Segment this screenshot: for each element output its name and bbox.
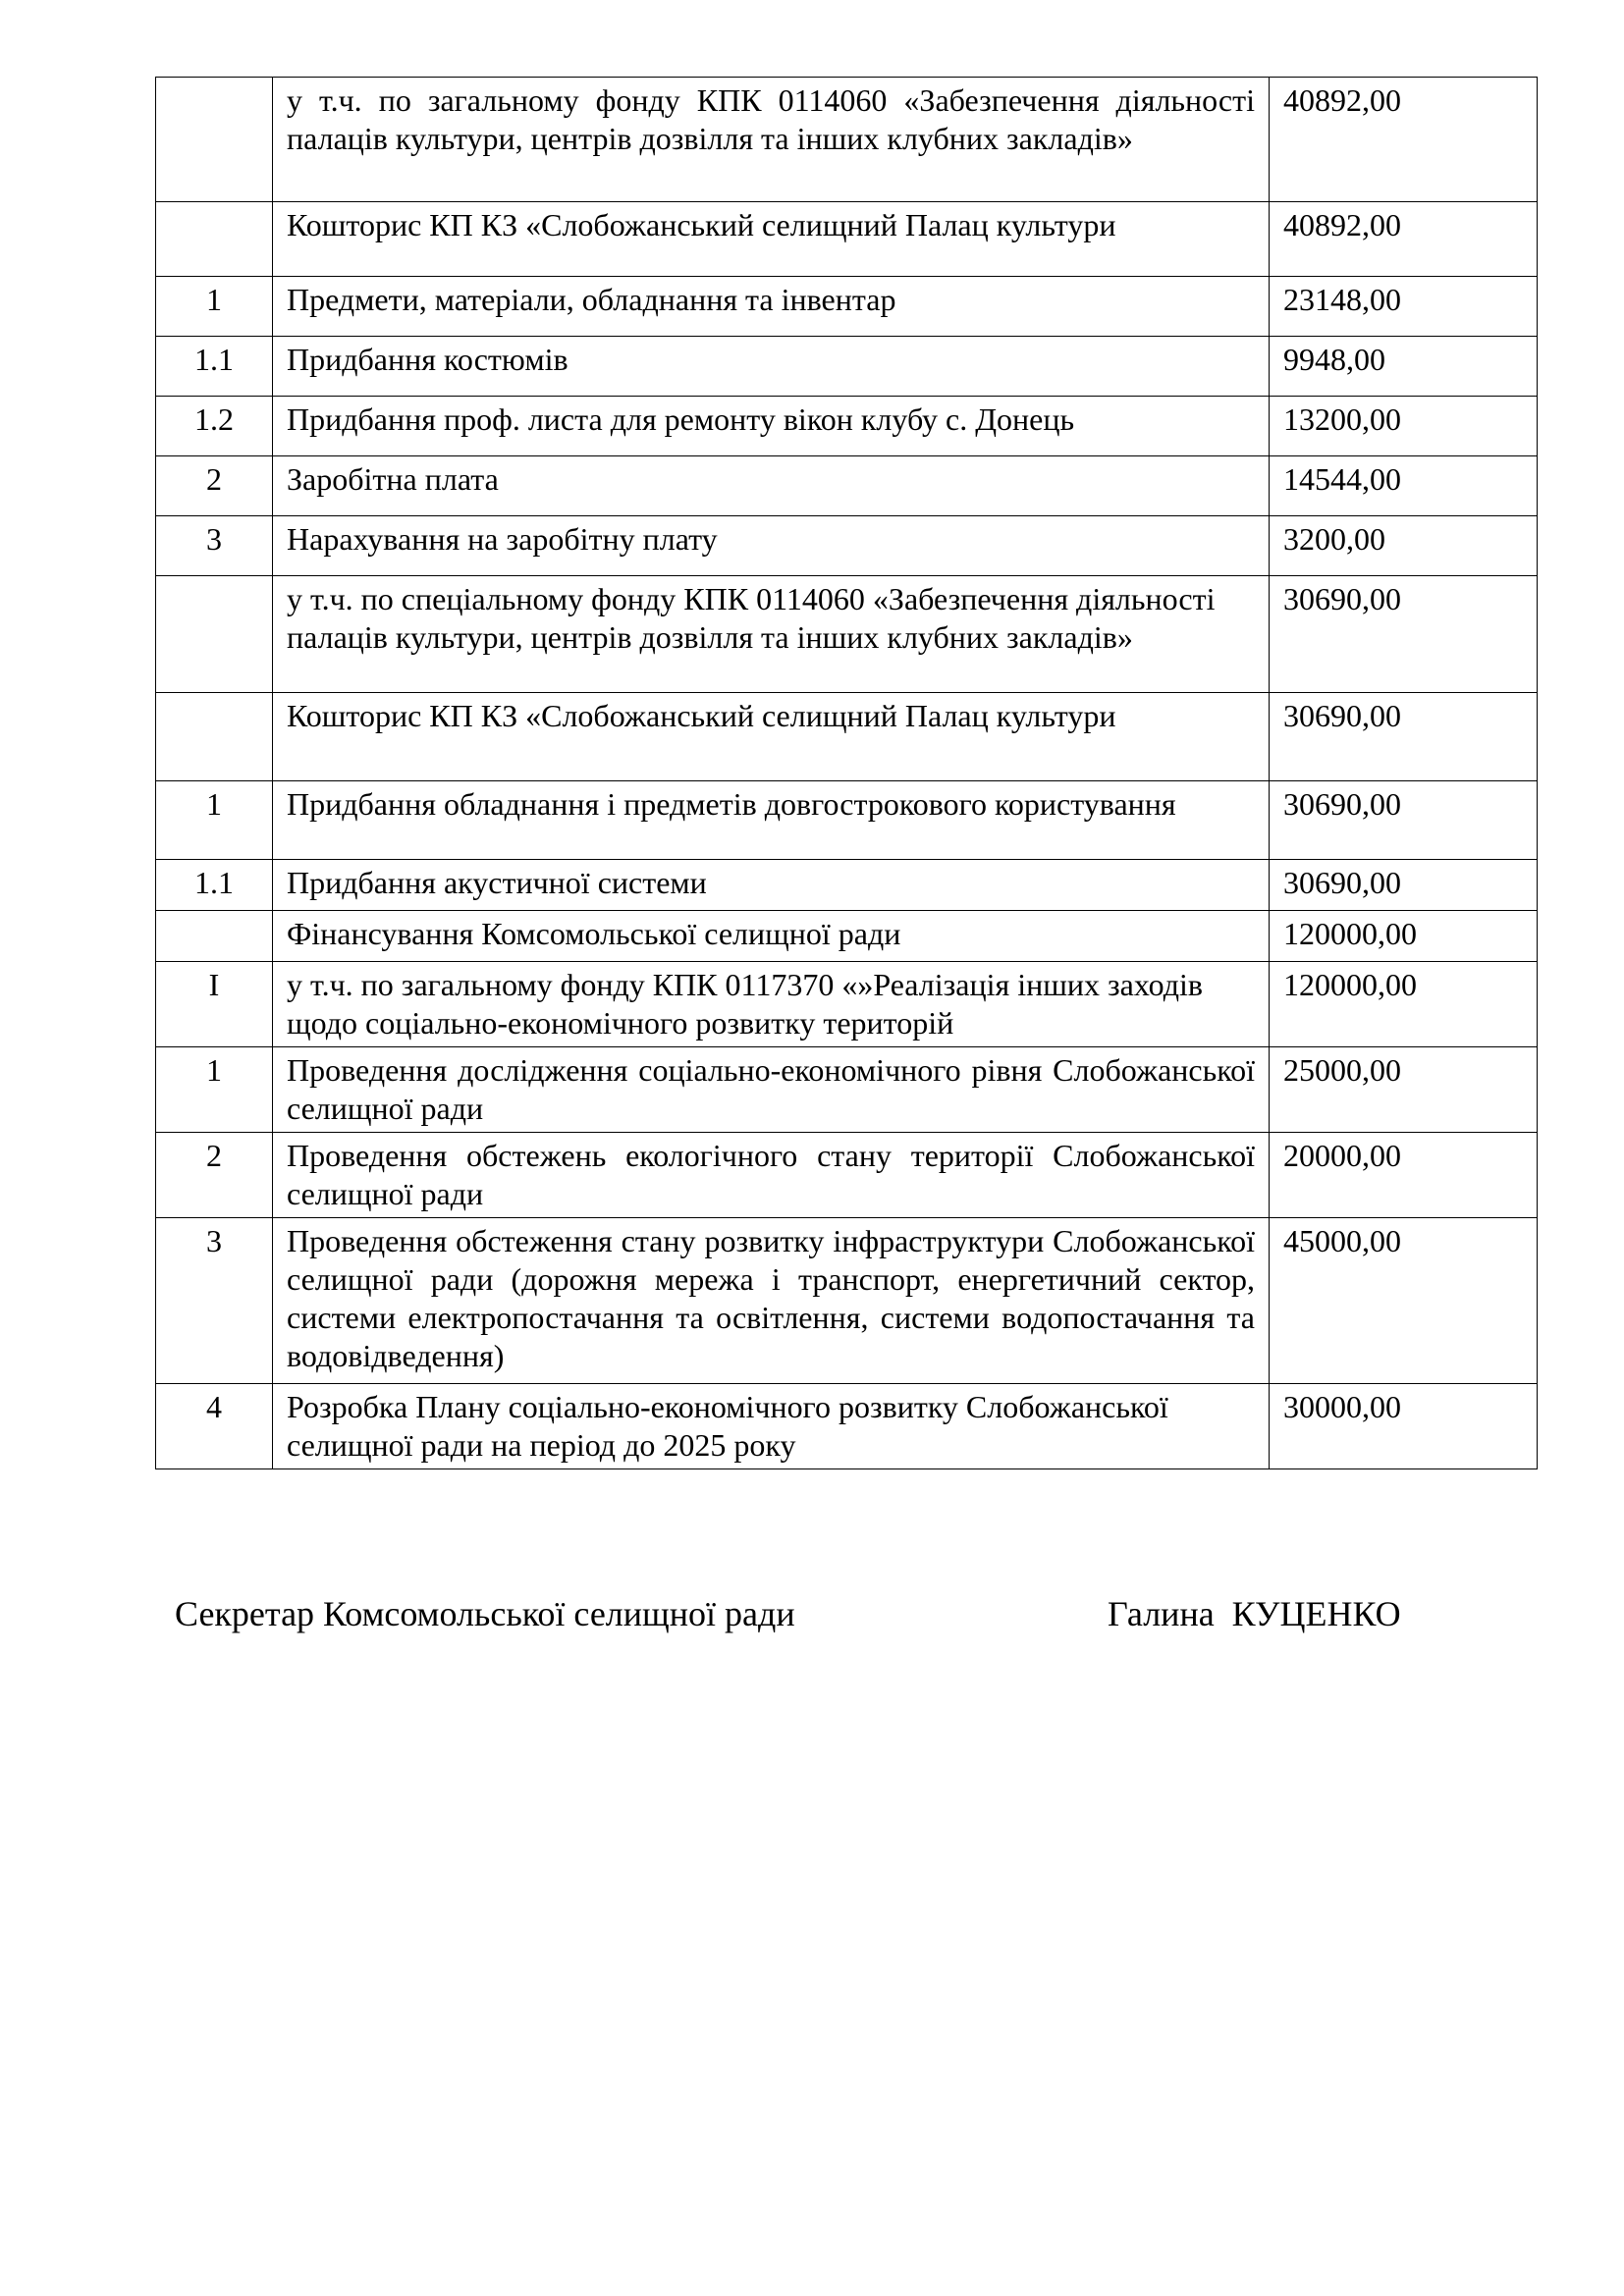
row-description-cell: Придбання проф. листа для ремонту вікон клубу с. Донець: [273, 397, 1270, 456]
row-number-cell: 1: [156, 1047, 273, 1133]
table-row: [156, 576, 1538, 693]
row-number-cell: 4: [156, 1384, 273, 1469]
table-row: [156, 781, 1538, 860]
row-amount-cell: 30000,00: [1270, 1384, 1538, 1469]
row-number-cell: 1.2: [156, 397, 273, 456]
row-amount-cell: 45000,00: [1270, 1218, 1538, 1384]
table-row: [156, 456, 1538, 516]
row-amount-cell: 120000,00: [1270, 962, 1538, 1047]
row-amount-cell: 30690,00: [1270, 576, 1538, 693]
row-amount-cell: 9948,00: [1270, 337, 1538, 397]
row-description-cell: Заробітна плата: [273, 456, 1270, 516]
table-row: [156, 860, 1538, 911]
row-number-cell: I: [156, 962, 273, 1047]
row-amount-cell: 25000,00: [1270, 1047, 1538, 1133]
row-number-cell: 1.1: [156, 337, 273, 397]
row-number-cell: [156, 576, 273, 693]
row-number-cell: 1: [156, 781, 273, 860]
table-row: [156, 78, 1538, 202]
row-description-cell: Розробка Плану соціально-економічного розвитку Слобожанської селищної ради на період до 2025 року: [273, 1384, 1270, 1469]
signatory-position: Секретар Комсомольської селищної ради: [175, 1594, 795, 1633]
row-number-cell: 1: [156, 277, 273, 337]
row-amount-cell: 13200,00: [1270, 397, 1538, 456]
table-row: [156, 1218, 1538, 1384]
row-description-cell: Придбання обладнання і предметів довгострокового користування: [273, 781, 1270, 860]
row-amount-cell: 40892,00: [1270, 78, 1538, 202]
row-amount-cell: 120000,00: [1270, 911, 1538, 962]
table-row: [156, 337, 1538, 397]
row-number-cell: 1.1: [156, 860, 273, 911]
row-amount-cell: 14544,00: [1270, 456, 1538, 516]
table-body: [156, 78, 1538, 1469]
row-description-cell: Кошторис КП КЗ «Слобожанський селищний Палац культури: [273, 202, 1270, 277]
row-description-cell: Предмети, матеріали, обладнання та інвентар: [273, 277, 1270, 337]
row-amount-cell: 23148,00: [1270, 277, 1538, 337]
row-number-cell: [156, 911, 273, 962]
row-number-cell: 2: [156, 1133, 273, 1218]
row-number-cell: [156, 693, 273, 781]
table-row: [156, 277, 1538, 337]
budget-table: [155, 77, 1538, 1469]
table-row: [156, 962, 1538, 1047]
row-description-cell: Проведення обстеження стану розвитку інфраструктури Слобожанської селищної ради (дорожня мережа і транспорт, енергетичний сектор, системи електропостачання та освітлення, системи водопостачання та водовідведення): [273, 1218, 1270, 1384]
row-amount-cell: 20000,00: [1270, 1133, 1538, 1218]
row-description-cell: у т.ч. по загальному фонду КПК 0114060 «Забезпечення діяльності палаців культури, центрів дозвілля та інших клубних закладів»: [273, 78, 1270, 202]
row-description-cell: Кошторис КП КЗ «Слобожанський селищний Палац культури: [273, 693, 1270, 781]
table-row: [156, 397, 1538, 456]
table-row: [156, 1384, 1538, 1469]
row-amount-cell: 40892,00: [1270, 202, 1538, 277]
row-amount-cell: 30690,00: [1270, 781, 1538, 860]
row-amount-cell: 3200,00: [1270, 516, 1538, 576]
row-description-cell: у т.ч. по спеціальному фонду КПК 0114060 «Забезпечення діяльності палаців культури, центрів дозвілля та інших клубних закладів»: [273, 576, 1270, 693]
row-number-cell: 3: [156, 1218, 273, 1384]
table-row: [156, 911, 1538, 962]
row-description-cell: Придбання костюмів: [273, 337, 1270, 397]
table-row: [156, 516, 1538, 576]
row-description-cell: у т.ч. по загальному фонду КПК 0117370 «»Реалізація інших заходів щодо соціально-економічного розвитку територій: [273, 962, 1270, 1047]
row-number-cell: 2: [156, 456, 273, 516]
row-description-cell: Нарахування на заробітну плату: [273, 516, 1270, 576]
row-description-cell: Придбання акустичної системи: [273, 860, 1270, 911]
row-description-cell: Проведення дослідження соціально-економічного рівня Слобожанської селищної ради: [273, 1047, 1270, 1133]
row-description-cell: Фінансування Комсомольської селищної ради: [273, 911, 1270, 962]
table-row: [156, 202, 1538, 277]
row-number-cell: [156, 202, 273, 277]
table-row: [156, 1047, 1538, 1133]
table-row: [156, 1133, 1538, 1218]
row-number-cell: 3: [156, 516, 273, 576]
row-description-cell: Проведення обстежень екологічного стану території Слобожанської селищної ради: [273, 1133, 1270, 1218]
row-amount-cell: 30690,00: [1270, 860, 1538, 911]
signatory-name: Галина КУЦЕНКО: [1108, 1594, 1401, 1633]
row-amount-cell: 30690,00: [1270, 693, 1538, 781]
table-row: [156, 693, 1538, 781]
row-number-cell: [156, 78, 273, 202]
